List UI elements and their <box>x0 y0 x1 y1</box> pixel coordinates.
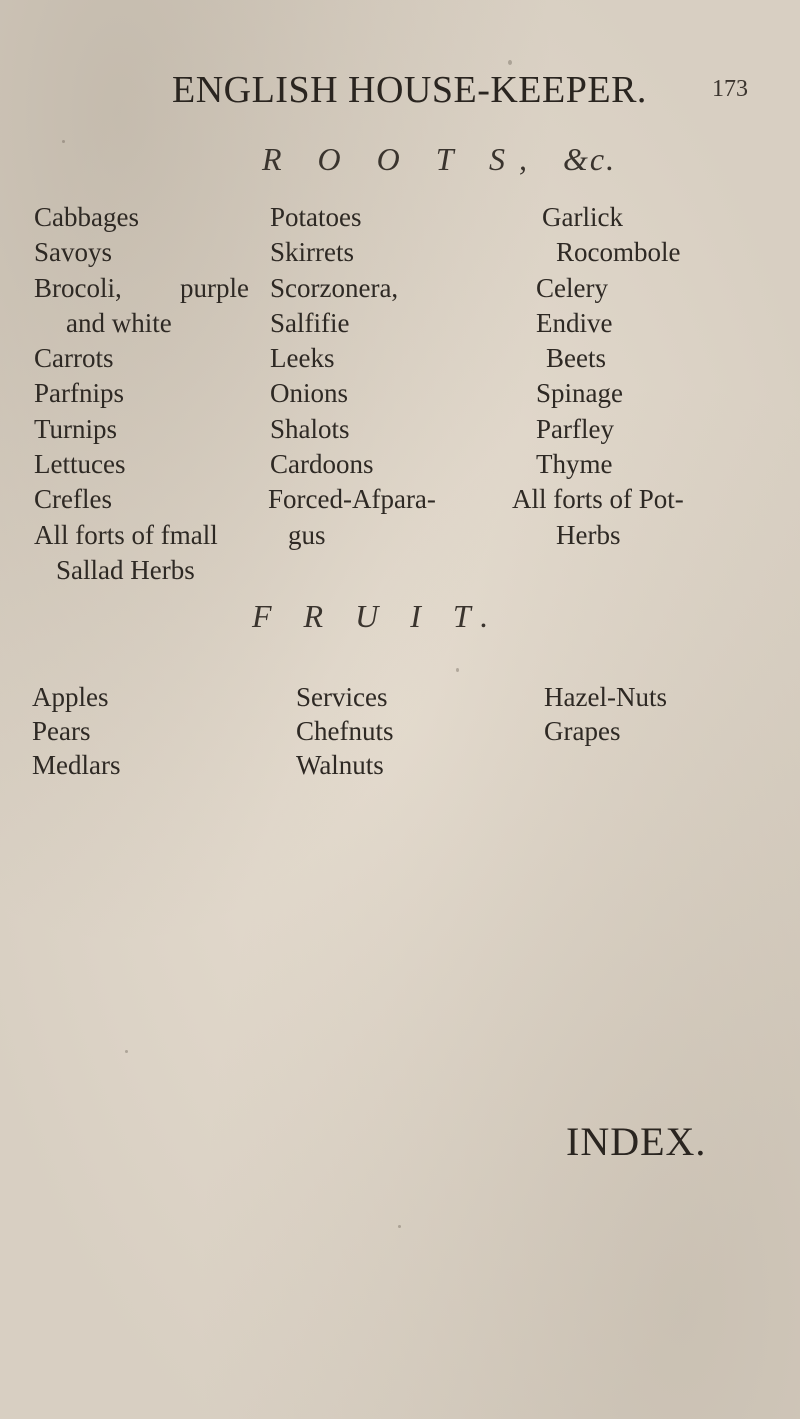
paper-speck <box>62 140 65 143</box>
list-item: Medlars <box>32 750 121 780</box>
list-item: Services <box>296 682 388 712</box>
list-item: Walnuts <box>296 750 384 780</box>
paper-speck <box>508 60 512 65</box>
running-head: ENGLISH HOUSE-KEEPER. <box>172 69 647 111</box>
list-item: Onions <box>270 378 349 409</box>
list-item: Scorzonera, <box>270 272 399 303</box>
list-item: Cabbages <box>34 202 139 232</box>
list-item-continuation: Herbs <box>556 519 621 550</box>
roots-column-1 <box>34 200 249 588</box>
list-item: Carrots <box>34 343 114 374</box>
list-item: Rocombole <box>556 237 681 268</box>
list-item-continuation: and white <box>66 307 172 338</box>
list-item: Apples <box>32 682 109 712</box>
list-item: Forced-Afpara- <box>268 484 436 515</box>
list-item: All forts of Pot- <box>512 484 684 515</box>
list-item: Lettuces <box>34 449 126 480</box>
fruit-column-1 <box>32 680 120 782</box>
list-item-continuation: Sallad Herbs <box>56 554 195 585</box>
list-item: Potatoes <box>270 202 362 232</box>
list-item: Leeks <box>270 343 335 374</box>
roots-column-2 <box>270 200 436 553</box>
index-label: INDEX. <box>566 1119 707 1164</box>
paper-speck <box>456 668 459 672</box>
list-item-continuation: gus <box>288 519 326 550</box>
list-item: Cardoons <box>270 449 374 480</box>
list-item: Salfifie <box>270 307 350 338</box>
roots-heading-etc: &c. <box>562 141 617 177</box>
list-item: Pears <box>32 716 91 746</box>
list-item: Hazel-Nuts <box>544 682 667 712</box>
paper-speck <box>125 1050 128 1053</box>
list-item: Endive <box>536 307 613 338</box>
brocoli-purple: purple <box>180 272 249 303</box>
list-item: Skirrets <box>270 237 354 268</box>
list-item: Celery <box>536 272 608 303</box>
list-item: Savoys <box>34 237 113 268</box>
list-item: Shalots <box>270 413 350 444</box>
list-item: Garlick <box>542 202 623 232</box>
list-item: Crefles <box>34 484 112 515</box>
page-number: 173 <box>712 76 748 102</box>
list-item: Spinage <box>536 378 623 409</box>
fruit-heading: F R U I T. <box>252 598 501 634</box>
fruit-column-2 <box>296 680 394 782</box>
list-item: Chefnuts <box>296 716 394 746</box>
list-item-brocoli <box>34 271 249 306</box>
list-item: Beets <box>546 343 606 374</box>
list-item: Parfnips <box>34 378 124 409</box>
list-item: All forts of fmall <box>34 519 218 550</box>
fruit-column-3 <box>544 680 667 748</box>
list-item: Grapes <box>544 716 621 746</box>
list-item: Parfley <box>536 413 614 444</box>
roots-column-3 <box>512 200 684 553</box>
roots-heading-word: R O O T S, <box>262 141 541 177</box>
list-item: Thyme <box>536 449 613 480</box>
paper-speck <box>398 1225 401 1228</box>
roots-heading <box>262 141 616 178</box>
list-item: Turnips <box>34 413 118 444</box>
brocoli-word: Brocoli, <box>34 272 122 303</box>
